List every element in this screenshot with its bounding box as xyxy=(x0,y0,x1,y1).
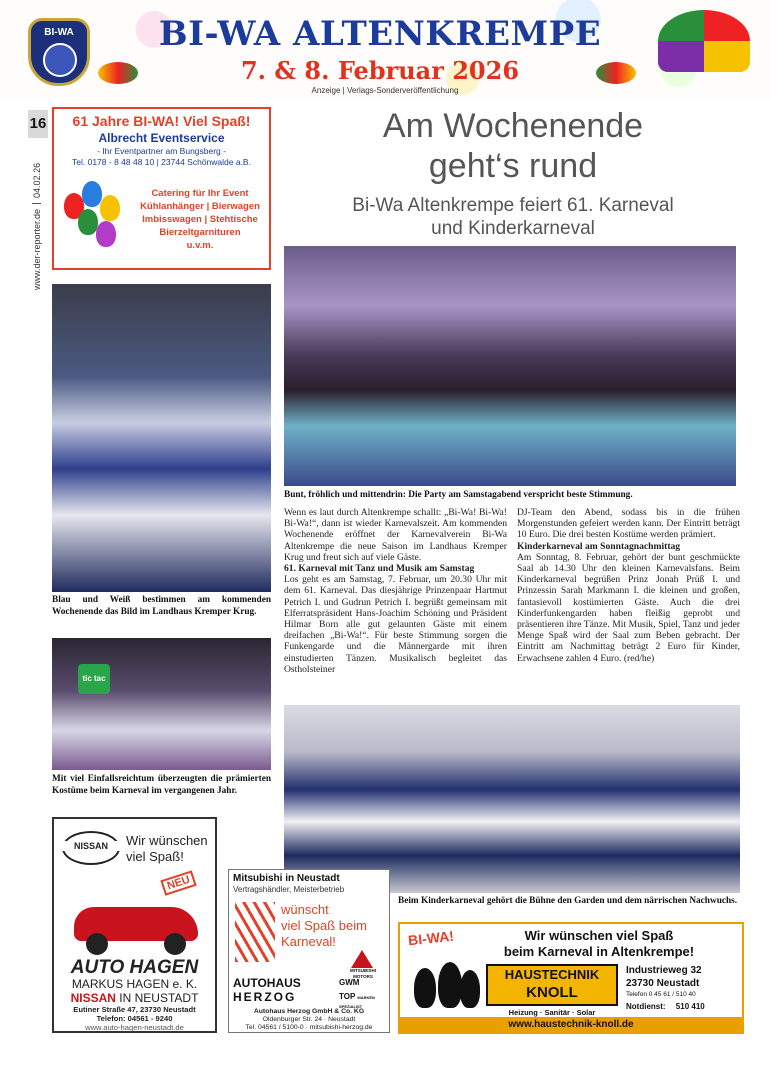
article-subheading: 61. Karneval mit Tanz und Musik am Samstag xyxy=(284,563,475,575)
greeting-line: viel Spaß! xyxy=(126,849,184,864)
dealer-line xyxy=(54,991,215,1005)
ad-autohaus-herzog xyxy=(228,869,390,1033)
page-number: 16 xyxy=(28,110,48,138)
photo-kids-carnival xyxy=(284,705,740,893)
advertisement-note: Anzeige | Verlags-Sonderveröffentlichung xyxy=(311,86,459,95)
knoll-city: 23730 Neustadt xyxy=(626,978,700,989)
company-owner: MARKUS HAGEN e. K. xyxy=(71,977,198,991)
knoll-emergency xyxy=(626,1000,740,1013)
wish-line: viel Spaß beim xyxy=(281,918,367,933)
knoll-website: www.haustechnik-knoll.de xyxy=(400,1017,742,1032)
nissan-greeting xyxy=(126,833,216,865)
service-item: Bierzeltgarnituren xyxy=(159,227,241,238)
nissan-brand: NISSAN xyxy=(58,841,124,851)
ad-tagline: - Ihr Eventpartner am Bungsberg - xyxy=(97,146,226,156)
balloons-icon xyxy=(60,179,130,265)
mitsu-subtitle: Vertragshändler, Meisterbetrieb xyxy=(233,885,345,894)
car-image xyxy=(66,899,206,951)
article-subhead xyxy=(284,194,742,240)
knoll-headline-line: beim Karneval in Altenkrempe! xyxy=(503,944,695,959)
greeting-line: Wir wünschen xyxy=(126,833,208,848)
ad-services xyxy=(134,187,266,252)
sidebar-website: www.der-reporter.de xyxy=(32,208,42,290)
mitsubishi-logo-icon xyxy=(351,950,373,968)
jester-hat-icon xyxy=(658,10,750,72)
knoll-brand-line: KNOLL xyxy=(526,984,578,1001)
caption-main: Bunt, fröhlich und mittendrin: Die Party am Samstagabend verspricht beste Stimmung. xyxy=(284,490,633,500)
dealer-address: Eutiner Straße 47, 23730 Neustadt xyxy=(73,1005,196,1014)
knoll-services: Heizung · Sanitär · Solar xyxy=(508,1008,596,1017)
herzog-line: AUTOHAUS xyxy=(233,976,301,990)
mitsu-title: Mitsubishi in Neustadt xyxy=(233,873,340,884)
article-paragraph: Wenn es laut durch Altenkrempe schallt: „Bi-Wa! Bi-Wa! Bi-Wa!“, dann ist wieder Karnevalszeit. Am kommenden Wochenende eröffnet der Karnevalverein Bi-Wa Altenkrempe die neue Saison im Landhaus Kremper Krug und freut sich auf viele Gäste. xyxy=(284,507,507,563)
knoll-address xyxy=(626,964,740,1013)
ad-auto-hagen xyxy=(52,817,217,1033)
photo-costumes xyxy=(52,638,271,770)
streamers-icon xyxy=(235,902,275,962)
mitsu-footer xyxy=(229,1008,389,1032)
biwa-logo-label: BI-WA xyxy=(44,27,74,38)
knoll-headline xyxy=(458,928,740,960)
gwm-logo: GWM xyxy=(339,978,360,987)
page-header xyxy=(0,0,771,98)
tic-tac-costume xyxy=(78,664,110,694)
dealer-website: www.auto-hagen-neustadt.de xyxy=(85,1023,184,1032)
article-paragraph: Los geht es am Samstag, 7. Februar, um 20.30 Uhr mit dem 61. Karneval. Das diesjährige Prinzenpaar Hartmut Petrich I. und Gudrun Petrich I. begrüßt gemeinsam mit Elferratspräsident Hans-Joachim Schöning und Präsident Hilmar Born alle gut gelaunten Gäste mit einem dreifachen „Bi-Wa!“. Für beste Stimmung sorgen die Funkengarde und die Männergarde mit ihren einstudierten Tänzen. Musikalisch begleitet das Ostholsteiner xyxy=(284,574,507,675)
footer-contact: Tel. 04561 / 5100-0 · mitsubishi-herzog.de xyxy=(245,1024,373,1031)
service-item: Kühlanhänger | Bierwagen xyxy=(140,201,260,212)
knoll-logo xyxy=(486,964,618,1006)
knoll-phone: Telefon 0 45 61 / 510 40 xyxy=(626,991,696,998)
company-name: AUTO HAGEN xyxy=(70,957,199,978)
knoll-biwa: BI-WA! xyxy=(407,927,455,949)
logo-emblem xyxy=(43,43,77,77)
knoll-street: Industrieweg 32 xyxy=(626,965,702,976)
article-paragraph: DJ-Team den Abend, sodass bis in die frühen Morgenstunden gefeiert werden kann. Der Eintritt beträgt 10 Euro. Die drei besten Kostüme werden prämiert. xyxy=(517,507,740,541)
caption-costume: Mit viel Einfallsreichtum überzeugten die prämierten Kostüme beim Karneval im vergangenen Jahr. xyxy=(52,774,271,796)
ad-contact: Tel. 0178 - 8 48 48 10 | 23744 Schönwalde a.B. xyxy=(72,157,251,167)
biwa-logo xyxy=(28,18,90,86)
service-item: Imbisswagen | Stehtische xyxy=(142,214,258,225)
service-item: Catering für Ihr Event xyxy=(151,188,249,199)
wish-line: wünscht xyxy=(281,902,329,917)
caption-kids: Beim Kinderkarneval gehört die Bühne den Garden und dem närrischen Nachwuchs. xyxy=(398,896,738,906)
penguins-icon xyxy=(412,962,482,1012)
photo-party-group xyxy=(284,246,736,486)
headline-line: geht‘s rund xyxy=(428,147,598,185)
sidebar-issue-date: 04.02.26 xyxy=(32,162,42,198)
dealer-phone: Telefon: 04561 - 9240 xyxy=(96,1014,173,1023)
caption-guard: Blau und Weiß bestimmen am kommenden Wochenende das Bild im Landhaus Kremper Krug. xyxy=(52,595,271,617)
mitsu-wish xyxy=(281,902,389,950)
prop-label: tic tac xyxy=(82,674,106,683)
photo-guard-dancers xyxy=(52,284,271,592)
footer-company: Autohaus Herzog GmbH & Co. KG xyxy=(253,1008,365,1015)
herzog-line: HERZOG xyxy=(233,990,297,1004)
knoll-headline-line: Wir wünschen viel Spaß xyxy=(524,928,674,943)
wish-line: Karneval! xyxy=(281,934,336,949)
article-column-1 xyxy=(284,507,507,675)
ad-haustechnik-knoll xyxy=(398,922,744,1034)
top-sub: MARKEN SPEZIALIST xyxy=(339,995,375,1009)
footer-address: Oldenburger Str. 24 · Neustadt xyxy=(262,1016,356,1023)
dealer-city: IN NEUSTADT xyxy=(119,991,199,1005)
new-badge: NEU xyxy=(160,870,197,895)
sidebar-info xyxy=(32,150,44,290)
divider xyxy=(32,203,41,204)
top-label: TOP xyxy=(339,992,356,1001)
knoll-brand-line: HAUSTECHNIK xyxy=(504,967,600,982)
article-paragraph: Am Sonntag, 8. Februar, gehört der bunt geschmückte Saal ab 14.30 Uhr den kleinen Karnevalsfans. Beim Kinderkarneval begrüßen Prinz Jonah Prüß I. und Prinzessin Sarah Markmann I. die kleinen und großen, fantasievoll kostümierten Gäste. Auch die drei Kinderfunkengarden haben fleißig geprobt und präsentieren ihre Tänze. Mit Musik, Spiel, Tanz und jeder Menge Spaß wird der Saal zum Beben gebracht. Der Eintritt am Nachmittag beträgt 2 Euro für Kinder, Erwachsene zahlen 4 Euro. (red/he) xyxy=(517,551,740,664)
ad-albrecht-eventservice xyxy=(52,107,271,270)
subhead-line: Bi-Wa Altenkrempe feiert 61. Karneval xyxy=(352,195,674,216)
headline-line: Am Wochenende xyxy=(382,107,644,145)
article-headline xyxy=(284,106,742,186)
event-title: BI-WA ALTENKREMPE xyxy=(158,14,602,54)
service-item: u.v.m. xyxy=(186,240,214,251)
article-subheading: Kinderkarneval am Sonntagnachmittag xyxy=(517,540,681,552)
mitsu-brand-label: MITSUBISHI MOTORS xyxy=(349,968,376,979)
ad-headline: 61 Jahre BI-WA! Viel Spaß! xyxy=(72,113,251,129)
ad-company: Albrecht Eventservice xyxy=(98,131,225,145)
subhead-line: und Kinderkarneval xyxy=(431,218,595,239)
dealer-brand: NISSAN xyxy=(70,991,116,1005)
event-date: 7. & 8. Februar 2026 xyxy=(240,56,520,85)
emergency-number: 510 410 xyxy=(675,1002,705,1011)
article-column-2 xyxy=(517,507,740,664)
herzog-logo xyxy=(233,976,329,1004)
emergency-label: Notdienst: xyxy=(626,1002,666,1011)
